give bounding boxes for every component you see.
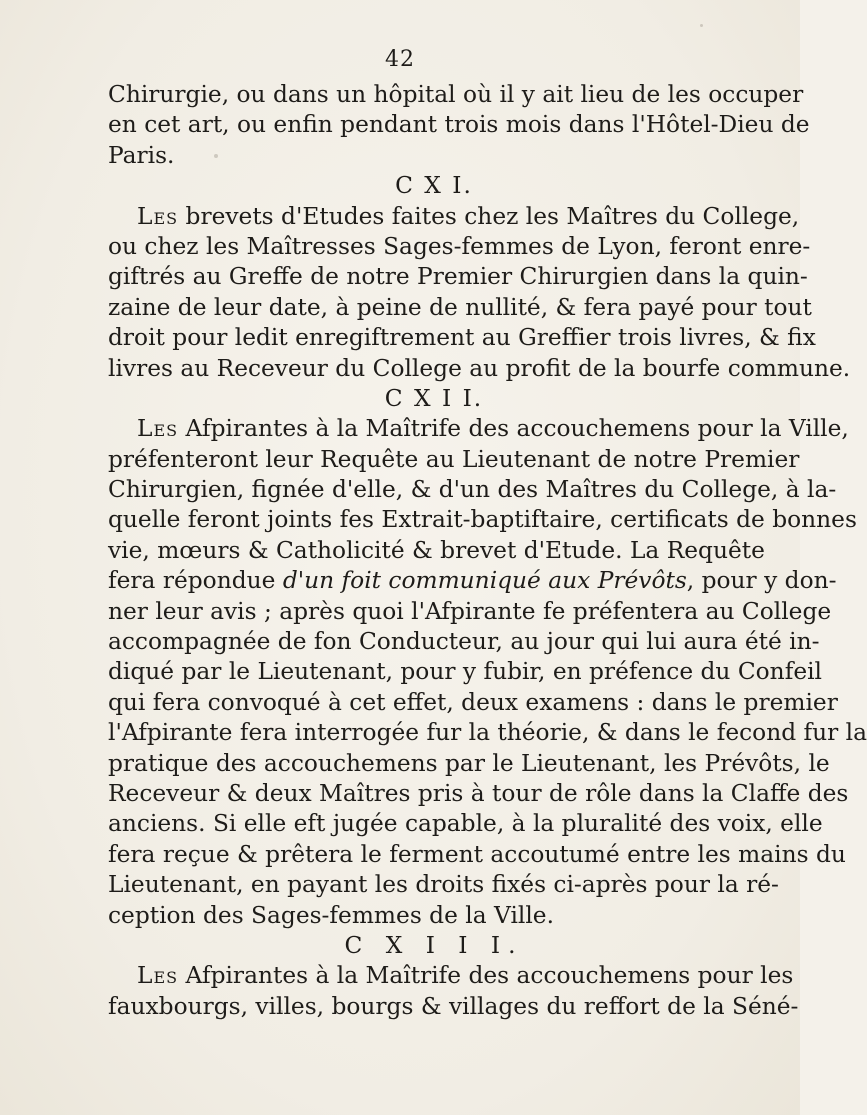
text-fragment: , pour y don- bbox=[686, 567, 837, 595]
text-fragment: Afpirantes à la Maîtrife des accouchemens pour les bbox=[178, 962, 794, 990]
text-fragment: brevets d'Etudes faites chez les Maîtres du College, bbox=[178, 202, 800, 230]
paper-speck bbox=[214, 154, 218, 158]
page-number: 42 bbox=[385, 47, 415, 72]
text-line: ception des Sages-femmes de la Ville. bbox=[108, 901, 554, 929]
text-line: diqué par le Lieutenant, pour y fubir, en préfence du Confeil bbox=[108, 658, 823, 686]
article-heading-cxi: C X I. bbox=[395, 172, 473, 200]
text-fragment: Afpirantes à la Maîtrife des accouchemens pour la Ville, bbox=[178, 415, 849, 443]
text-line: qui fera convoqué à cet effet, deux examens : dans le premier bbox=[108, 688, 838, 716]
paper-speck bbox=[700, 24, 703, 27]
text-line: quelle feront joints fes Extrait-baptiftaire, certificats de bonnes bbox=[108, 506, 857, 534]
paper-speck bbox=[280, 1010, 283, 1013]
text-line: fauxbourgs, villes, bourgs & villages du reffort de la Séné- bbox=[108, 992, 799, 1020]
text-line: fera reçue & prêtera le ferment accoutumé entre les mains du bbox=[108, 840, 846, 868]
text-line: Paris. bbox=[108, 141, 175, 169]
text-line: Lieutenant, en payant les droits fixés ci-après pour la ré- bbox=[108, 871, 779, 899]
text-line: anciens. Si elle eft jugée capable, à la pluralité des voix, elle bbox=[108, 810, 823, 838]
text-line: livres au Receveur du College au profit de la bourfe commune. bbox=[108, 354, 851, 382]
text-line: ner leur avis ; après quoi l'Afpirante fe préfentera au College bbox=[108, 597, 832, 625]
text-line: Receveur & deux Maîtres pris à tour de rôle dans la Claffe des bbox=[108, 779, 849, 807]
text-line: giftrés au Greffe de notre Premier Chirurgien dans la quin- bbox=[108, 263, 808, 291]
article-lead-word: Les bbox=[137, 962, 179, 990]
article-heading-cxii: C X I I. bbox=[384, 384, 484, 412]
article-lead-word: Les bbox=[137, 415, 179, 443]
text-line: en cet art, ou enfin pendant trois mois dans l'Hôtel-Dieu de bbox=[108, 111, 810, 139]
text-line: droit pour ledit enregiftrement au Greffier trois livres, & fix bbox=[108, 324, 816, 352]
text-line: pratique des accouchemens par le Lieutenant, les Prévôts, le bbox=[108, 749, 830, 777]
text-line: ou chez les Maîtresses Sages-femmes de Lyon, feront enre- bbox=[108, 232, 811, 260]
text-line: vie, mœurs & Catholicité & brevet d'Etude. La Requête bbox=[108, 536, 765, 564]
text-line bbox=[108, 566, 837, 596]
article-lead-word: Les bbox=[137, 202, 179, 230]
paper-speck bbox=[752, 1008, 757, 1012]
text-line: préfenteront leur Requête au Lieutenant de notre Premier bbox=[108, 445, 800, 473]
text-fragment: fera répondue bbox=[108, 567, 283, 595]
text-line bbox=[108, 961, 794, 991]
text-line: Chirurgie, ou dans un hôpital où il y ait lieu de les occuper bbox=[108, 81, 804, 108]
page-body-text bbox=[108, 80, 867, 1022]
text-line: accompagnée de fon Conducteur, au jour qui lui aura été in- bbox=[108, 628, 820, 656]
text-line: l'Afpirante fera interrogée fur la théorie, & dans le fecond fur la bbox=[108, 719, 867, 747]
text-line bbox=[108, 202, 800, 232]
text-line: zaine de leur date, à peine de nullité, & fera payé pour tout bbox=[108, 293, 812, 321]
article-heading-cxiii: C X I I I. bbox=[344, 931, 524, 959]
italic-phrase: d'un foit communiqué aux Prévôts bbox=[282, 567, 687, 595]
text-line: Chirurgien, fignée d'elle, & d'un des Maîtres du College, à la- bbox=[108, 476, 837, 504]
text-line bbox=[108, 414, 849, 444]
